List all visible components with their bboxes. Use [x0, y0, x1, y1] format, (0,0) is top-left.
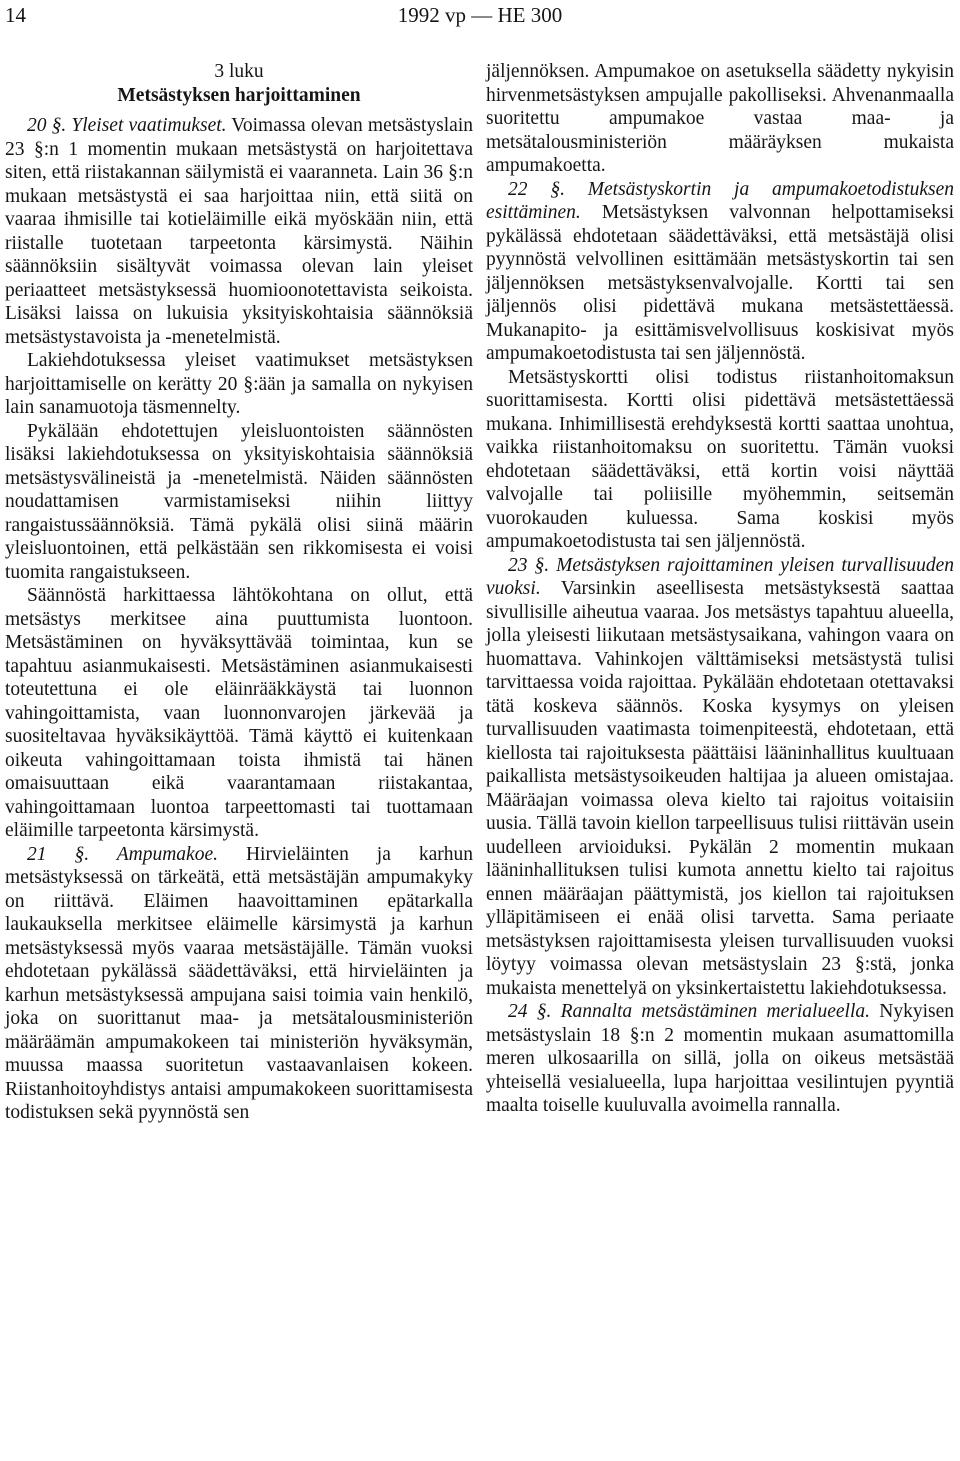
section-23-paragraph-1: Varsinkin aseellisesta metsästyksestä saattaa sivullisille aiheutua vaaraa. Jos metsästys tapahtuu alueella, jolla yleisesti liikutaan metsästysaikana, vahingon vaara on huomattava. Vahinkojen välttämiseksi metsästystä tulisi tarvittaessa voida rajoittaa. Pykälään ehdotetaan otettavaksi tätä koskeva säännös. Koska kysymys on yleisen turvallisuuden vaatimasta toimenpiteestä, ehdotetaan, että kiellosta tai rajoituksesta päättäisi lääninhallitus kuultuaan paikallista metsästysoikeuden haltijaa ja alueen omistajaa. Määräajan voimassa oleva kielto tai rajoitus voitaisiin uusia. Tällä tavoin kiellon tarpeellisuus tulisi riittävän usein uudelleen arvioiduksi. Pykälän 2 momentin mukaan lääninhallituksen tulisi kumota annettu kielto tai rajoitus ennen määräajan päättymistä, jos kiellon tai rajoituksen ylläpitämiseen ei enää olisi tarvetta. Sama periaate metsästyksen rajoittamisesta yleisen turvallisuuden vuoksi löytyy voimassa olevan metsästyslain 23 §:stä, jonka mukaista menettelyä on yksinkertaistettu lakiehdotuksessa. [486, 578, 954, 999]
section-22-paragraph-2: Metsästyskortti olisi todistus riistanhoitomaksun suorittamisesta. Kortti olisi pidettävä metsästettäessä mukana. Inhimillisestä erehdyksestä kortti saattaa unohtua, vaikka riistanhoitomaksu on suoritettu. Tämän vuoksi ehdotetaan säädettäväksi, että kortin voisi näyttää valvojalle tai poliisille myöhemmin, seitsemän vuorokauden kuluessa. Sama koskisi myös ampumakoetodistusta tai sen jäljennöstä. [486, 366, 954, 552]
section-21-paragraph-1-continued: jäljennöksen. Ampumakoe on asetuksella säädetty nykyisin hirvenmetsästyksen ampujalle pakolliseksi. Ahvenanmaalla suoritettu ampumakoe vastaa maa- ja metsätalousministeriön määräyksen mukaista ampumakoetta. [486, 61, 954, 176]
section-22-title: 22 §. Metsästyskortin ja ampumakoetodistuksen esittäminen. [486, 178, 954, 223]
section-20-paragraph-2: Lakiehdotuksessa yleiset vaatimukset metsästyksen harjoittamiselle on kerätty 20 §:ään ja samalla on nykyisen lain sanamuotoja täsmennelty. [5, 350, 473, 418]
right-column [486, 60, 954, 1118]
section-20-intro [5, 114, 473, 349]
section-20-paragraph-3: Pykälään ehdotettujen yleisluontoisten säännösten lisäksi lakiehdotuksessa on yksityiskohtaisia säännöksiä metsästysvälineistä ja -menetelmistä. Näiden säännösten noudattamisen varmistamiseksi niihin liittyy rangaistussäännöksiä. Tämä pykälä olisi siinä määrin yleisluontoinen, että pelkästään sen rikkomisesta ei voisi tuomita rangaistukseen. [5, 420, 473, 583]
section-23-intro [486, 554, 954, 1001]
left-column [5, 60, 473, 1125]
section-22-paragraph-1: Metsästyksen valvonnan helpottamiseksi pykälässä ehdotetaan säädettäväksi, että metsästäjä olisi pyynnöstä velvollinen esittämään metsästyskortin tai sen jäljennöksen metsästyksenvalvojalle. Kortti tai sen jäljennös olisi pidettävä mukana metsästettäessä. Mukanapito- ja esittämisvelvollisuus koskisivat myös ampumakoetodistusta tai sen jäljennöstä. [486, 202, 954, 364]
section-20-paragraph-4: Säännöstä harkittaessa lähtökohtana on ollut, että metsästys merkitsee aina puuttumista luontoon. Metsästäminen on hyväksyttävää toimintaa, kun se tapahtuu asianmukaisesti. Metsästäminen asianmukaisesti toteutettuna ei ole eläinrääkkäystä tai luonnon vahingoittamista, vaan luonnonvarojen järkevää ja suositeltavaa hyväksikäyttöä. Tämä käyttö ei kuitenkaan oikeuta vahingoittamaan toista ihmistä tai hänen omaisuuttaan eikä vaarantamaan riistakantaa, vahingoittamaan luontoa tarpeettomasti tai tuottamaan eläimille tarpeetonta kärsimystä. [5, 585, 473, 841]
section-21-intro [5, 843, 473, 1125]
section-20-paragraph-1: Voimassa olevan metsästyslain 23 §:n 1 momentin mukaan metsästystä on harjoitettava siten, että riistakannan säilymistä ei vaaranneta. Lain 36 §:n mukaan metsästystä ei saa harjoittaa niin, että siitä on vaaraa ihmisille tai kotieläimille eikä myöskään niin, että riistalle tuotetaan tarpeetonta kärsimystä. Näihin säännöksiin sisältyvät voimassa olevan lain yleiset periaatteet metsästyksessä huomioonotettavista seikoista. Lisäksi laissa on lukuisia yksityiskohtaisia säännöksiä metsästystavoista ja -menetelmistä. [5, 115, 473, 348]
page-number: 14 [5, 3, 26, 27]
section-20-title: 20 §. Yleiset vaatimukset. [27, 115, 227, 136]
section-23-title: 23 §. Metsästyksen rajoittaminen yleisen turvallisuuden vuoksi. [486, 554, 954, 599]
chapter-title: Metsästyksen harjoittaminen [117, 84, 361, 106]
section-21-paragraph-1: Hirvieläinten ja karhun metsästyksessä on tärkeätä, että metsästäjän ampumakyky on riittävä. Eläimen haavoittaminen epätarkalla laukauksella merkitsee eläimelle kärsimystä ja karhun metsästyksessä myös vaaraa metsästäjälle. Tämän vuoksi ehdotetaan pykälässä säädettäväksi, että hirvieläinten ja karhun metsästyksessä ampujana saisi toimia vain henkilö, joka on suorittanut maa- ja metsätalousministeriön määräämän ampumakokeen tai ministeriön hyväksymän, muussa maassa suoritetun vastaavanlaisen kokeen. Riistanhoitoyhdistys antaisi ampumakokeen suorittamisesta todistuksen sekä pyynnöstä sen [5, 843, 473, 1123]
section-24-intro [486, 1000, 954, 1118]
section-21-title: 21 §. Ampumakoe. [27, 843, 218, 865]
section-22-intro [486, 178, 954, 366]
section-24-paragraph-1: Nykyisen metsästyslain 18 §:n 2 momentin mukaan asumattomilla meren ulkosaarilla on sillä, jolla on oikeus metsästää yhteisellä vesialueella, lupa harjoittaa vesilintujen pyyntiä maalta toiselle kuuluvalla avoimella rannalla. [486, 1001, 954, 1116]
chapter-number: 3 luku [214, 61, 264, 82]
page-header [0, 0, 960, 32]
running-header: 1992 vp — HE 300 [397, 3, 563, 27]
section-24-title: 24 §. Rannalta metsästäminen merialueella. [508, 1001, 870, 1022]
